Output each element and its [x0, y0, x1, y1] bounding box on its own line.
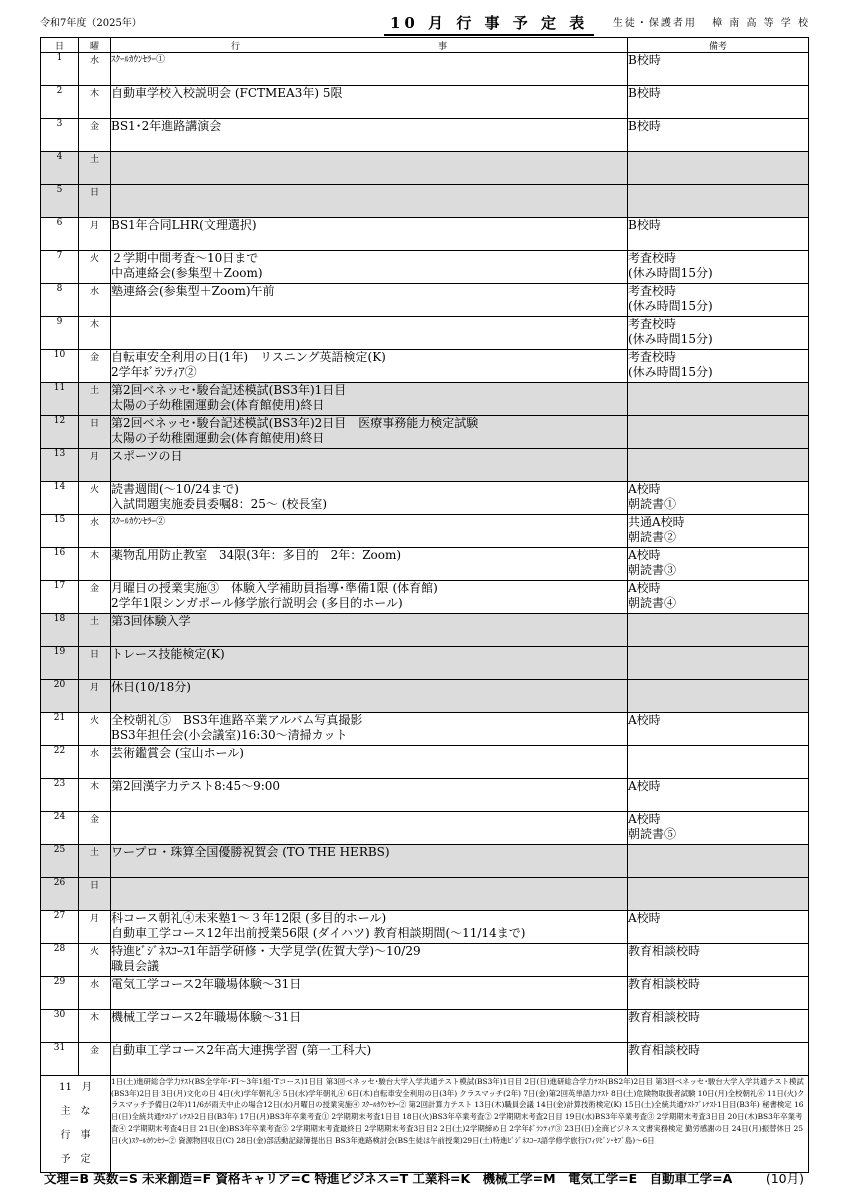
day-number: 7 [41, 251, 79, 284]
event-line: 自動車工学コース2年高大連携学習 (第一工科大) [111, 1043, 372, 1057]
day-notes [628, 614, 809, 647]
note-line: 考査校時 [628, 317, 677, 331]
note-line: B校時 [628, 86, 661, 100]
day-number: 13 [41, 449, 79, 482]
day-row [41, 152, 809, 185]
day-row [41, 251, 809, 284]
next-month-label-line: 予 定 [60, 1154, 91, 1165]
day-row [41, 845, 809, 878]
event-line: 第2回漢字力テスト8:45～9:00 [111, 779, 281, 793]
event-line: 2学年ﾎﾞﾗﾝﾃｨｱ② [111, 365, 197, 379]
day-number: 19 [41, 647, 79, 680]
day-notes [628, 449, 809, 482]
day-notes [628, 581, 809, 614]
day-row [41, 284, 809, 317]
note-line: A校時 [628, 548, 661, 562]
school-name: 樟 南 高 等 学 校 [712, 18, 810, 29]
event-line: 電気工学コース2年職場体験～31日 [111, 977, 302, 991]
day-row [41, 911, 809, 944]
day-number: 17 [41, 581, 79, 614]
weekday: 火 [79, 251, 111, 284]
schedule-table [40, 37, 809, 1173]
note-line: B校時 [628, 218, 661, 232]
note-line: B校時 [628, 119, 661, 133]
day-row [41, 977, 809, 1010]
weekday: 金 [79, 119, 111, 152]
col-events-header: 行 事 [111, 38, 628, 53]
weekday: 水 [79, 977, 111, 1010]
event-line: 中高連絡会(参集型＋Zoom) [111, 266, 263, 280]
day-notes [628, 548, 809, 581]
next-month-row [41, 1076, 809, 1173]
day-number: 18 [41, 614, 79, 647]
day-row [41, 350, 809, 383]
note-line: A校時 [628, 911, 661, 925]
day-events [111, 680, 628, 713]
day-row [41, 416, 809, 449]
event-line: 機械工学コース2年職場体験～31日 [111, 1010, 302, 1024]
day-number: 8 [41, 284, 79, 317]
day-events [111, 812, 628, 845]
day-number: 5 [41, 185, 79, 218]
weekday: 木 [79, 1010, 111, 1043]
day-events [111, 86, 628, 119]
weekday: 月 [79, 218, 111, 251]
day-notes [628, 878, 809, 911]
day-number: 22 [41, 746, 79, 779]
day-number: 9 [41, 317, 79, 350]
event-line: スポーツの日 [111, 449, 183, 463]
day-row [41, 779, 809, 812]
day-events [111, 251, 628, 284]
weekday: 木 [79, 779, 111, 812]
event-line: ｽｸｰﾙｶｳﾝｾﾗｰ① [111, 55, 166, 65]
legend-text: 文理=B 英数=S 未来創造=F 資格キャリア=C 特進ビジネス=T 工業科=K 機械工学=M 電気工学=E 自動車工学=A [44, 1171, 733, 1186]
day-row [41, 944, 809, 977]
day-events [111, 482, 628, 515]
day-number: 6 [41, 218, 79, 251]
event-line: 職員会議 [111, 959, 160, 973]
weekday: 木 [79, 86, 111, 119]
note-line: 教育相談校時 [628, 1010, 701, 1024]
day-row [41, 647, 809, 680]
day-events [111, 779, 628, 812]
day-number: 28 [41, 944, 79, 977]
event-line: トレース技能検定(K) [111, 647, 225, 661]
day-notes [628, 119, 809, 152]
day-row [41, 449, 809, 482]
weekday: 金 [79, 581, 111, 614]
header-right [601, 14, 810, 29]
day-row [41, 53, 809, 86]
day-number: 25 [41, 845, 79, 878]
day-events [111, 845, 628, 878]
day-events [111, 746, 628, 779]
day-events [111, 1010, 628, 1043]
day-notes [628, 185, 809, 218]
day-number: 11 [41, 383, 79, 416]
note-line: 教育相談校時 [628, 944, 701, 958]
note-line: 朝読書⑤ [628, 827, 677, 841]
day-events [111, 911, 628, 944]
day-row [41, 878, 809, 911]
event-line: 自転車安全利用の日(1年) リスニング英語検定(K) [111, 350, 386, 364]
day-events [111, 152, 628, 185]
note-line: 考査校時 [628, 350, 677, 364]
event-line: ｽｸｰﾙｶｳﾝｾﾗｰ② [111, 517, 166, 527]
page-title: 10 月 行 事 予 定 表 [384, 12, 594, 36]
course-legend [44, 1169, 812, 1187]
day-notes [628, 680, 809, 713]
day-notes [628, 152, 809, 185]
day-notes [628, 416, 809, 449]
event-line: BS1年合同LHR(文理選択) [111, 218, 257, 232]
day-events [111, 878, 628, 911]
note-line: 考査校時 [628, 251, 677, 265]
day-row [41, 1010, 809, 1043]
day-row [41, 548, 809, 581]
audience-label: 生徒・保護者用 [612, 18, 697, 29]
day-row [41, 1043, 809, 1076]
day-notes [628, 86, 809, 119]
day-number: 30 [41, 1010, 79, 1043]
weekday: 月 [79, 680, 111, 713]
day-number: 27 [41, 911, 79, 944]
day-notes [628, 383, 809, 416]
day-notes [628, 218, 809, 251]
event-line: ワープロ・珠算全国優勝祝賀会 (TO THE HERBS) [111, 845, 390, 859]
event-line: 科コース朝礼④未来塾1～３年12限 (多目的ホール) [111, 911, 387, 925]
day-notes [628, 779, 809, 812]
day-number: 1 [41, 53, 79, 86]
day-number: 23 [41, 779, 79, 812]
day-number: 3 [41, 119, 79, 152]
day-row [41, 746, 809, 779]
day-events [111, 449, 628, 482]
month-tag: (10月) [765, 1171, 804, 1186]
weekday: 水 [79, 515, 111, 548]
next-month-label-line: 主 な [60, 1106, 91, 1117]
day-notes [628, 977, 809, 1010]
day-number: 29 [41, 977, 79, 1010]
weekday: 木 [79, 548, 111, 581]
event-line: ２学期中間考査～10日まで [111, 251, 259, 265]
day-row [41, 812, 809, 845]
note-line: 朝読書④ [628, 596, 677, 610]
day-notes [628, 812, 809, 845]
day-row [41, 515, 809, 548]
weekday: 土 [79, 845, 111, 878]
day-events [111, 284, 628, 317]
event-line: 休日(10/18分) [111, 680, 191, 694]
weekday: 土 [79, 614, 111, 647]
note-line: 朝読書③ [628, 563, 677, 577]
note-line: A校時 [628, 581, 661, 595]
weekday: 木 [79, 317, 111, 350]
note-line: 考査校時 [628, 284, 677, 298]
day-number: 12 [41, 416, 79, 449]
event-line: BS1･2年進路講演会 [111, 119, 222, 133]
day-row [41, 119, 809, 152]
day-row [41, 317, 809, 350]
day-events [111, 713, 628, 746]
col-notes-header: 備考 [628, 38, 809, 53]
day-notes [628, 911, 809, 944]
day-notes [628, 713, 809, 746]
day-notes [628, 53, 809, 86]
day-events [111, 1043, 628, 1076]
day-notes [628, 944, 809, 977]
day-events [111, 581, 628, 614]
day-events [111, 53, 628, 86]
day-events [111, 350, 628, 383]
note-line: 朝読書① [628, 497, 677, 511]
day-events [111, 317, 628, 350]
day-number: 16 [41, 548, 79, 581]
weekday: 水 [79, 746, 111, 779]
day-row [41, 680, 809, 713]
day-number: 20 [41, 680, 79, 713]
day-events [111, 548, 628, 581]
event-line: 全校朝礼⑤ BS3年進路卒業アルバム写真撮影 [111, 713, 363, 727]
next-month-label-line: 行 事 [60, 1130, 91, 1141]
day-events [111, 416, 628, 449]
day-events [111, 185, 628, 218]
table-header-row [41, 38, 809, 53]
day-notes [628, 284, 809, 317]
note-line: 朝読書② [628, 530, 677, 544]
schedule-body [41, 53, 809, 1076]
day-row [41, 482, 809, 515]
note-line: A校時 [628, 812, 661, 826]
weekday: 金 [79, 812, 111, 845]
day-number: 2 [41, 86, 79, 119]
weekday: 火 [79, 944, 111, 977]
weekday: 火 [79, 482, 111, 515]
day-notes [628, 1043, 809, 1076]
day-number: 10 [41, 350, 79, 383]
next-month-label [41, 1076, 111, 1173]
col-day-header: 日 [41, 38, 79, 53]
day-notes [628, 482, 809, 515]
day-events [111, 119, 628, 152]
day-number: 31 [41, 1043, 79, 1076]
event-line: BS3年担任会(小会議室)16:30～清掃カット [111, 728, 348, 742]
event-line: 読書週間(～10/24まで) [111, 482, 239, 496]
day-notes [628, 845, 809, 878]
day-row [41, 218, 809, 251]
day-notes [628, 515, 809, 548]
weekday: 土 [79, 383, 111, 416]
day-events [111, 944, 628, 977]
day-notes [628, 746, 809, 779]
event-line: 自動車工学コース12年出前授業56限 (ダイハツ) 教育相談期間(～11/14まで) [111, 926, 526, 940]
weekday: 土 [79, 152, 111, 185]
note-line: (休み時間15分) [628, 299, 713, 313]
day-notes [628, 251, 809, 284]
note-line: A校時 [628, 779, 661, 793]
day-row [41, 713, 809, 746]
next-month-events: 1日(土)進研総合学力ﾃｽﾄ(BS全学年･FI～3年1組･Tコース)1日目 第3回ベネッセ･駿台大学入学共通テスト模試(BS3年)1日目 2日(日)進研総合学力ﾃｽﾄ(BS2年)2日目 第3回ベネッセ･駿台大学入学共通テスト模試(BS3年)2日目 3日(月)文化の日 4日(火)学年朝礼④ 5日(水)学年朝礼④ 6日(木)自転車安全利用の日(3年) クラスマッチ(2年) 7日(金)第2回英単語力ﾃｽﾄ 8日(土)危険物取扱者試験 10日(月)全校朝礼⑥ 11日(火)クラスマッチ予備日(2年)11/6が雨天中止の場合12日(水)月曜日の授業実施④ ｽｸｰﾙｶｳﾝｾﾗｰ② 第2回計算力テスト 13日(木)職員会議 14日(金)計算技術検定(K) 15日(土)全統共通ﾃｽﾄﾌﾟﾚﾃｽﾄ1日目(B3年) 秘書検定 16日(日)全統共通ﾃｽﾄﾌﾟﾚﾃｽﾄ2日目(B3年) 17日(月)BS3年卒業考査① 2学期期末考査1日目 18日(火)BS3年卒業考査② 2学期期末考査2日目 19日(水)BS3年卒業考査③ 2学期期末考査3日目 20日(木)BS3年卒業考査④ 2学期期末考査4日目 21日(金)BS3年卒業考査⑤ 2学期期末考査最終日 2学期期末考査3日目2 2日(土)2学期締め日 2学年ﾎﾞﾗﾝﾃｨｱ③ 23日(日)全商ビジネス文書実務検定 勤労感謝の日 24日(月)振替休日 25日(火)ｽｸｰﾙｶｳﾝｾﾗｰ② 資源物回収日(C) 28日(金)部活動記録簿提出日 BS3年進路検討会(BS生徒は午前授業)29日(土)特進ﾋﾞｼﾞﾈｽｺｰｽ語学修学旅行(ﾌｨﾘﾋﾟﾝ･ｾﾌﾞ島)～6日 [111, 1076, 809, 1173]
weekday: 日 [79, 416, 111, 449]
event-line: 塾連絡会(参集型＋Zoom)午前 [111, 284, 275, 298]
day-notes [628, 1010, 809, 1043]
weekday: 火 [79, 713, 111, 746]
event-line: 第2回ベネッセ･駿台記述模試(BS3年)1日目 [111, 383, 347, 397]
weekday: 日 [79, 878, 111, 911]
event-line: 第3回体験入学 [111, 614, 191, 628]
day-row [41, 581, 809, 614]
day-notes [628, 647, 809, 680]
fiscal-year: 令和7年度（2025年） [40, 18, 142, 29]
note-line: (休み時間15分) [628, 332, 713, 346]
note-line: B校時 [628, 53, 661, 67]
note-line: 教育相談校時 [628, 977, 701, 991]
day-row [41, 86, 809, 119]
weekday: 日 [79, 185, 111, 218]
event-line: 自動車学校入校説明会 (FCTMEA3年) 5限 [111, 86, 343, 100]
day-events [111, 218, 628, 251]
event-line: 入試問題実施委員委嘱8：25～ (校長室) [111, 497, 328, 511]
weekday: 水 [79, 53, 111, 86]
day-events [111, 383, 628, 416]
event-line: 芸術鑑賞会 (宝山ホール) [111, 746, 244, 760]
day-number: 15 [41, 515, 79, 548]
day-notes [628, 350, 809, 383]
note-line: (休み時間15分) [628, 266, 713, 280]
day-notes [628, 317, 809, 350]
day-events [111, 515, 628, 548]
event-line: 太陽の子幼稚園運動会(体育館使用)終日 [111, 398, 325, 412]
event-line: 特進ﾋﾞｼﾞﾈｽｺｰｽ1年語学研修・大学見学(佐賀大学)～10/29 [111, 944, 421, 958]
weekday: 金 [79, 1043, 111, 1076]
day-number: 24 [41, 812, 79, 845]
day-number: 4 [41, 152, 79, 185]
weekday: 金 [79, 350, 111, 383]
event-line: 月曜日の授業実施③ 体験入学補助員指導･準備1限 (体育館) [111, 581, 438, 595]
day-events [111, 614, 628, 647]
day-row [41, 383, 809, 416]
note-line: A校時 [628, 713, 661, 727]
day-row [41, 185, 809, 218]
day-number: 14 [41, 482, 79, 515]
event-line: 2学年1限シンガポール修学旅行説明会 (多目的ホール) [111, 596, 403, 610]
note-line: A校時 [628, 482, 661, 496]
event-line: 第2回ベネッセ･駿台記述模試(BS3年)2日目 医療事務能力検定試験 [111, 416, 479, 430]
weekday: 月 [79, 449, 111, 482]
day-number: 26 [41, 878, 79, 911]
day-row [41, 614, 809, 647]
weekday: 日 [79, 647, 111, 680]
event-line: 太陽の子幼稚園運動会(体育館使用)終日 [111, 431, 325, 445]
event-line: 薬物乱用防止教室 34限(3年：多目的 2年：Zoom) [111, 548, 402, 562]
day-events [111, 647, 628, 680]
note-line: 共通A校時 [628, 515, 685, 529]
weekday: 月 [79, 911, 111, 944]
note-line: 教育相談校時 [628, 1043, 701, 1057]
next-month-label-line: 11 月 [59, 1082, 92, 1093]
day-number: 21 [41, 713, 79, 746]
note-line: (休み時間15分) [628, 365, 713, 379]
day-events [111, 977, 628, 1010]
col-weekday-header: 曜 [79, 38, 111, 53]
weekday: 水 [79, 284, 111, 317]
page-header [40, 12, 810, 34]
